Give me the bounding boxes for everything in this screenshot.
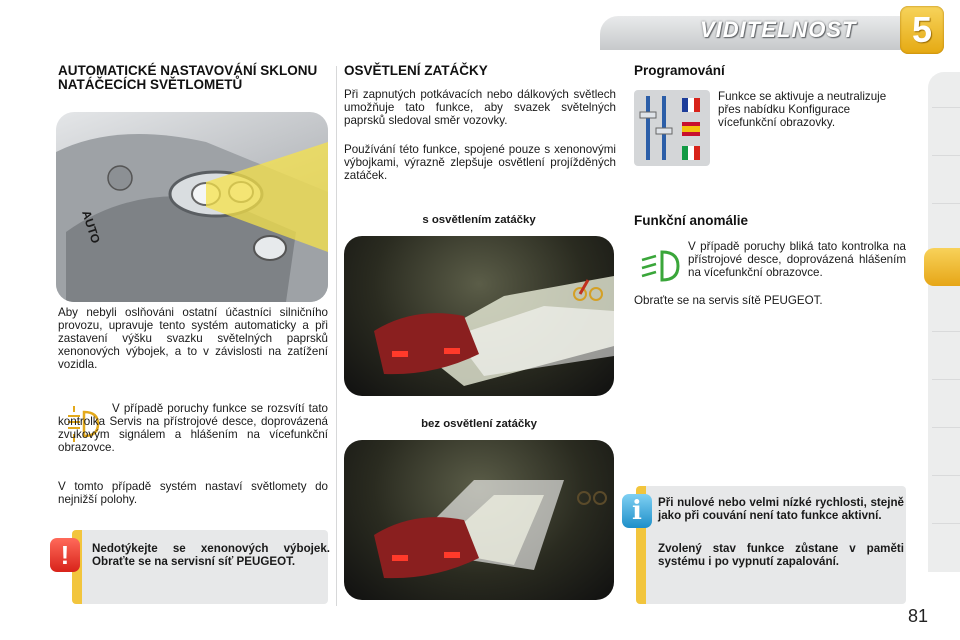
chapter-tab	[932, 344, 960, 380]
left-paragraph-1: Aby nebyli oslňováni ostatní účastníci silničního provozu, upravuje tento systém automaticky a při zastavení výšku svazku světelných paprsků xenonových výbojek, a to v závislosti na zatížení vozidla.	[58, 306, 328, 371]
info-box	[636, 486, 906, 604]
anomaly-heading: Funkční anomálie	[634, 213, 749, 228]
warning-text: Nedotýkejte se xenonových výbojek. Obraťte se na servisní síť PEUGEOT.	[92, 542, 330, 568]
chapter-tab	[932, 296, 960, 332]
info-text-2: Zvolený stav funkce zůstane v paměti systému i po vypnutí zapalování.	[658, 542, 904, 568]
left-paragraph-2: V tomto případě systém nastaví světlomety do nejnižší polohy.	[58, 480, 328, 506]
programming-text: Funkce se aktivuje a neutralizuje přes nabídku Konfigurace vícefunkční obrazovky.	[718, 90, 887, 129]
caption-with-cornering: s osvětlením zatáčky	[422, 214, 536, 226]
anomaly-text: V případě poruchy bliká tato kontrolka na přístrojové desce, doprovázená hlášením na vícefunkční obrazovce.	[688, 240, 906, 279]
warning-icon: !	[50, 538, 80, 572]
warning-box	[72, 530, 328, 604]
info-text-1: Při nulové nebo velmi nízké rychlosti, stejně jako při couvání není tato funkce aktivní.	[658, 496, 904, 522]
left-fault-text: V případě poruchy funkce se rozsvítí tato kontrolka Servis na přístrojové desce, doprovázená zvukovým signálem a hlášením na vícefunkční obrazovce.	[58, 402, 328, 454]
cornering-light-icon	[638, 248, 682, 289]
chapter-tab	[932, 440, 960, 476]
info-icon: i	[622, 494, 652, 528]
chapter-tab	[932, 168, 960, 204]
programming-heading: Programování	[634, 63, 725, 78]
left-heading: AUTOMATICKÉ NASTAVOVÁNÍ SKLONU NATÁČECÍCH SVĚTLOMETŮ	[58, 63, 318, 92]
configuration-menu-image	[634, 90, 710, 166]
night-image-with-cornering	[344, 236, 614, 396]
chapter-number: 5	[900, 6, 944, 54]
middle-heading: OSVĚTLENÍ ZATÁČKY	[344, 63, 488, 78]
night-image-without-cornering	[344, 440, 614, 600]
chapter-tab	[932, 120, 960, 156]
chapter-tab	[932, 392, 960, 428]
active-chapter-tab	[924, 248, 960, 286]
auto-photo-label: AUTO	[79, 208, 103, 246]
caption-without-cornering: bez osvětlení zatáčky	[421, 418, 537, 430]
anomaly-service-text: Obraťte se na servis sítě PEUGEOT.	[634, 294, 823, 307]
middle-paragraph-1: Při zapnutých potkávacích nebo dálkových světlech umožňuje tato funkce, aby svazek světelných paprsků sledoval směr vozovky.	[344, 88, 616, 127]
section-title: VIDITELNOST	[700, 17, 857, 42]
column-divider	[336, 66, 337, 606]
page-number: 81	[908, 606, 929, 626]
middle-paragraph-2: Používání této funkce, spojené pouze s xenonovými výbojkami, výrazně zlepšuje osvětlení projížděných zatáček.	[344, 143, 616, 182]
chapter-tab	[932, 72, 960, 108]
car-headlight-photo	[56, 112, 328, 302]
chapter-tab-strip	[928, 72, 960, 572]
chapter-tab	[932, 488, 960, 524]
